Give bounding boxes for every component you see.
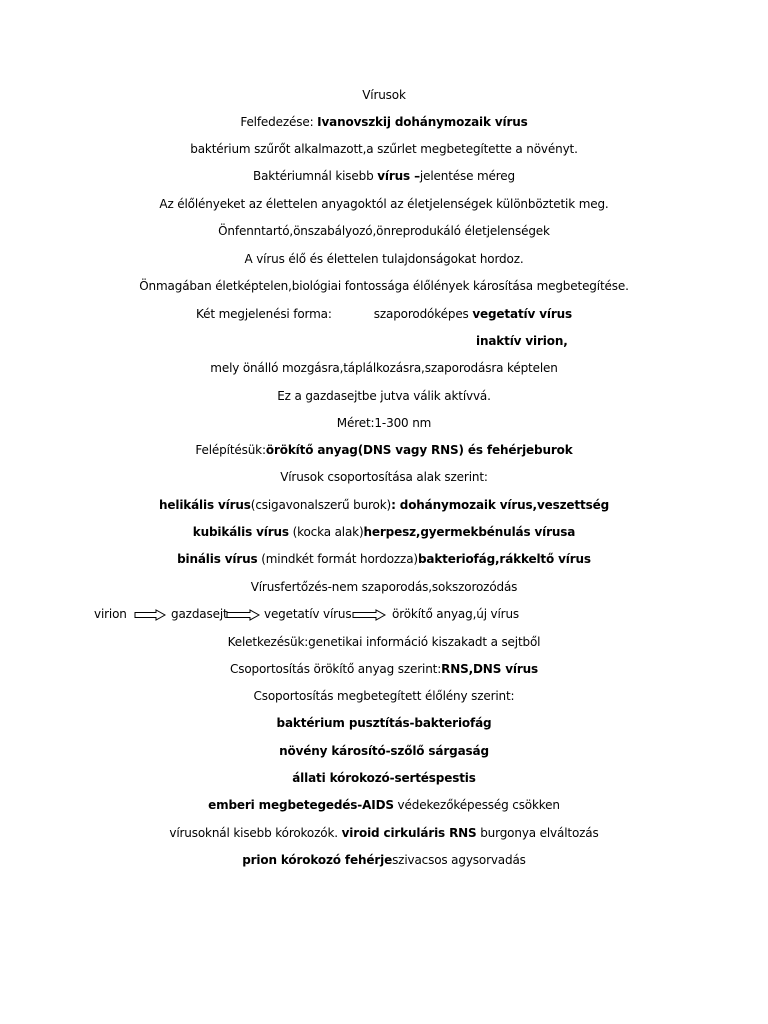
virus-meaning-line: Baktériumnál kisebb vírus –jelentése méreg [252, 169, 515, 183]
animal-line: állati kórokozó-sertéspestis [292, 771, 476, 785]
document-page: Vírusok Felfedezése: Ivanovszkij dohánymozaik vírus baktérium szűrőt alkalmazott,a szűrlet megbetegítette a növényt. Baktériumnál kisebb vírus –jelentése méreg Az élőlényeket az élettelen anyagoktól az életjelenségek különböztetik meg. Önfenntartó,önszabályozó,önreprodukáló életjelenségek A vírus élő és élettelen tulajdonságokat hordoz. Önmagában életképtelen,biológiai fontossága élőlények károsítása megbetegítése. Két megjelenési forma: szaporodóképes vegetatív vírus inaktív virion, mely önálló mozgásra,táplálkozásra,szaporodásra képtelen Ez a gazdasejtbe jutva válik aktívvá. Méret:1-300 nm Felépítésük:örökítő anyag(DNS vagy RNS) és fehérjeburok Vírusok csoportosítása alak szerint: helikális vírus(csigavonalszerű burok): dohánymozaik vírus,veszettség kubikális vírus (kocka alak)herpesz,gyermekbénulás vírusa binális vírus (mindkét formát hordozza)bakteriofág,rákkeltő vírus Vírusfertőzés-nem szaporodás,sokszorozódás virion gazdasejt vegetatív vírus örökítő anyag,új vírus Keletkezésük:genetikai információ kiszakadt a sejtből Csoportosítás örökítő anyag szerint:RNS,DNS vírus Csoportosítás megbetegített élőlény szerint: baktérium pusztítás-bakteriofág növény károsító-szőlő sárgaság állati kórokozó-sertéspestis emberi megbetegedés-AIDS védekezőképesség csökken vírusoknál kisebb kórokozók. viroid cirkuláris RNS burgonya elváltozás prion kórokozó fehérjeszivacsos agysorvadás [0, 0, 768, 1024]
grouping-shape-line: Vírusok csoportosítása alak szerint: [280, 470, 488, 484]
host-cell-line: Ez a gazdasejtbe jutva válik aktívvá. [277, 389, 491, 403]
significance-line: Önmagában életképtelen,biológiai fontossága élőlények károsítása megbetegítése. [139, 279, 629, 293]
human-line: emberi megbetegedés-AIDS védekezőképesség csökken [208, 798, 560, 812]
life-phenomena-line: Az élőlényeket az élettelen anyagoktól az életjelenségek különböztetik meg. [159, 197, 609, 211]
size-line: Méret:1-300 nm [336, 416, 432, 430]
flow-vegetative-virus: vegetatív vírus [264, 607, 352, 621]
incapable-line: mely önálló mozgásra,táplálkozásra,szaporodásra képtelen [210, 361, 558, 375]
binal-line: binális vírus (mindkét formát hordozza)bakteriofág,rákkeltő vírus [177, 552, 591, 566]
infection-flow-diagram [0, 606, 768, 622]
flow-genetic-material: örökítő anyag,új vírus [392, 607, 520, 621]
flow-virion: virion [94, 607, 127, 621]
plant-line: növény károsító-szőlő sárgaság [279, 744, 489, 758]
helical-line: helikális vírus(csigavonalszerű burok): dohánymozaik vírus,veszettség [158, 498, 610, 512]
bacteria-line: baktérium pusztítás-bakteriofág [276, 716, 492, 730]
origin-line: Keletkezésük:genetikai információ kiszakadt a sejtből [227, 635, 541, 649]
infection-line: Vírusfertőzés-nem szaporodás,sokszorozódás [250, 580, 518, 594]
flow-host-cell: gazdasejt [171, 607, 228, 621]
forms-line: Két megjelenési forma: szaporodóképes vegetatív vírus [196, 307, 572, 321]
document-title [0, 87, 768, 103]
arrow-right-icon [134, 609, 166, 621]
title-text: Vírusok [362, 88, 406, 102]
grouping-genetic-line: Csoportosítás örökítő anyag szerint:RNS,DNS vírus [229, 662, 539, 676]
arrow-right-icon [352, 609, 386, 621]
structure-line: Felépítésük:örökítő anyag(DNS vagy RNS) és fehérjeburok [195, 443, 573, 457]
grouping-host-line: Csoportosítás megbetegített élőlény szerint: [253, 689, 515, 703]
discovery-line: Felfedezése: Ivanovszkij dohánymozaik vírus [240, 115, 528, 129]
arrow-right-icon [226, 609, 260, 621]
prion-line: prion kórokozó fehérjeszivacsos agysorvadás [242, 853, 526, 867]
living-nonliving-line: A vírus élő és élettelen tulajdonságokat hordoz. [244, 252, 524, 266]
cubic-line: kubikális vírus (kocka alak)herpesz,gyermekbénulás vírusa [192, 525, 576, 539]
viroid-line: vírusoknál kisebb kórokozók. viroid cirkuláris RNS burgonya elváltozás [169, 826, 599, 840]
filter-line: baktérium szűrőt alkalmazott,a szűrlet megbetegítette a növényt. [190, 142, 578, 156]
self-maintaining-line: Önfenntartó,önszabályozó,önreprodukáló életjelenségek [218, 224, 550, 238]
